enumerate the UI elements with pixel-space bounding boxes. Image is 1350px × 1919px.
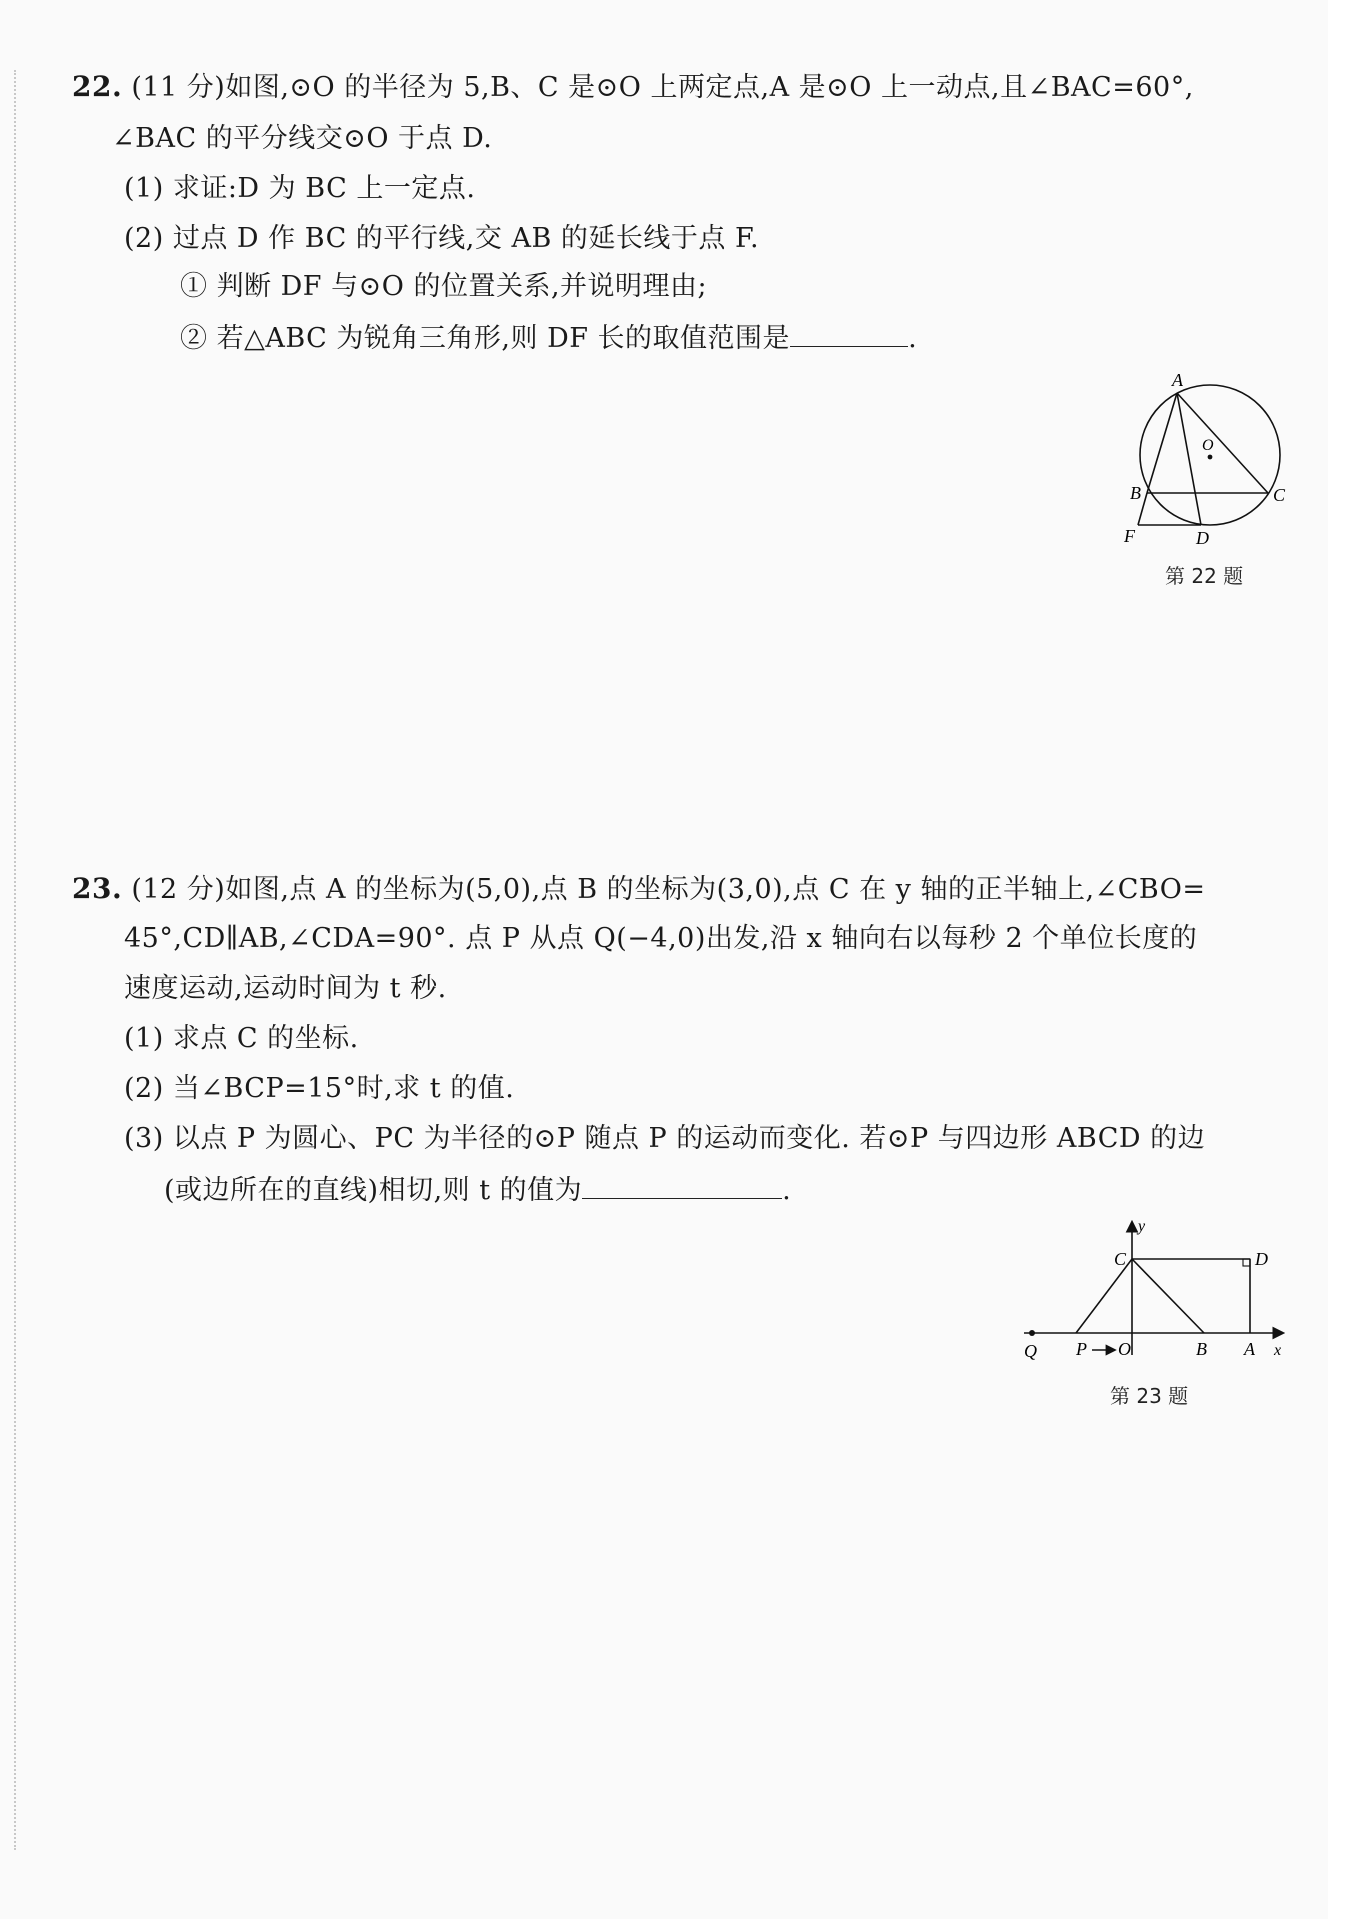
answer-blank-22[interactable] xyxy=(790,320,908,347)
label-a: A xyxy=(1172,370,1183,390)
label-f: F xyxy=(1124,526,1135,546)
label-o-23: O xyxy=(1118,1339,1131,1359)
problem-22-number: 22. xyxy=(72,70,123,103)
segment-ab xyxy=(1147,393,1177,493)
point-q xyxy=(1029,1330,1035,1336)
segment-cp xyxy=(1076,1259,1132,1333)
problem-23-part-3-cont xyxy=(164,1172,791,1208)
problem-22-period: . xyxy=(908,323,918,354)
problem-22-part-2: (2) 过点 D 作 BC 的平行线,交 AB 的延长线于点 F. xyxy=(124,223,760,254)
label-p: P xyxy=(1076,1339,1087,1359)
label-a-23: A xyxy=(1244,1339,1255,1359)
problem-23-number: 23. xyxy=(72,872,123,905)
label-c: C xyxy=(1273,485,1286,505)
label-b-23: B xyxy=(1196,1339,1207,1359)
segment-ac xyxy=(1177,393,1268,493)
figure-22 xyxy=(1100,368,1300,572)
label-d: D xyxy=(1196,528,1209,548)
figure-23 xyxy=(1010,1215,1290,1369)
segment-cb xyxy=(1132,1259,1204,1333)
problem-23-stem-3: 速度运动,运动时间为 t 秒. xyxy=(124,973,447,1004)
problem-23-part-2: (2) 当∠BCP=15°时,求 t 的值. xyxy=(124,1073,515,1104)
binding-margin xyxy=(14,70,16,1850)
figure-23-caption: 第 23 题 xyxy=(1110,1384,1189,1408)
label-y: y xyxy=(1138,1218,1146,1235)
problem-23-period: . xyxy=(782,1175,792,1206)
label-b: B xyxy=(1130,483,1141,503)
problem-22-part-2-sub-2 xyxy=(180,320,917,356)
figure-22-diagram xyxy=(1100,368,1300,568)
figure-23-diagram xyxy=(1010,1215,1290,1365)
label-q: Q xyxy=(1024,1341,1037,1361)
label-o: O xyxy=(1202,437,1214,454)
problem-22-part-1: (1) 求证:D 为 BC 上一定点. xyxy=(124,173,476,204)
problem-23-line-1 xyxy=(72,872,1205,907)
problem-22-part-2-sub-1: ① 判断 DF 与⊙O 的位置关系,并说明理由; xyxy=(180,271,708,302)
label-d-23: D xyxy=(1255,1249,1268,1269)
page-right-edge xyxy=(1328,0,1350,1919)
problem-23-stem-1: (12 分)如图,点 A 的坐标为(5,0),点 B 的坐标为(3,0),点 C 在 y 轴的正半轴上,∠CBO= xyxy=(131,874,1206,905)
problem-23-part-1: (1) 求点 C 的坐标. xyxy=(124,1023,359,1054)
problem-22-line-1 xyxy=(72,70,1194,105)
problem-23-part-3: (3) 以点 P 为圆心、PC 为半径的⊙P 随点 P 的运动而变化. 若⊙P 与四边形 ABCD 的边 xyxy=(124,1123,1206,1154)
center-point-o xyxy=(1208,455,1213,460)
answer-blank-23[interactable] xyxy=(582,1172,782,1199)
problem-22-stem-2: ∠BAC 的平分线交⊙O 于点 D. xyxy=(112,123,493,154)
problem-22-part-2-sub-2-text: ② 若△ABC 为锐角三角形,则 DF 长的取值范围是 xyxy=(180,323,791,354)
problem-22-stem-1: (11 分)如图,⊙O 的半径为 5,B、C 是⊙O 上两定点,A 是⊙O 上一动点,且∠BAC=60°, xyxy=(131,72,1194,103)
problem-23-part-3-text: (或边所在的直线)相切,则 t 的值为 xyxy=(164,1175,583,1206)
label-c-23: C xyxy=(1114,1249,1127,1269)
problem-23-stem-2: 45°,CD∥AB,∠CDA=90°. 点 P 从点 Q(−4,0)出发,沿 x 轴向右以每秒 2 个单位长度的 xyxy=(124,923,1198,954)
segment-ad xyxy=(1177,393,1201,525)
figure-22-caption: 第 22 题 xyxy=(1165,564,1244,588)
right-angle-mark xyxy=(1243,1259,1250,1266)
label-x: x xyxy=(1274,1342,1282,1359)
